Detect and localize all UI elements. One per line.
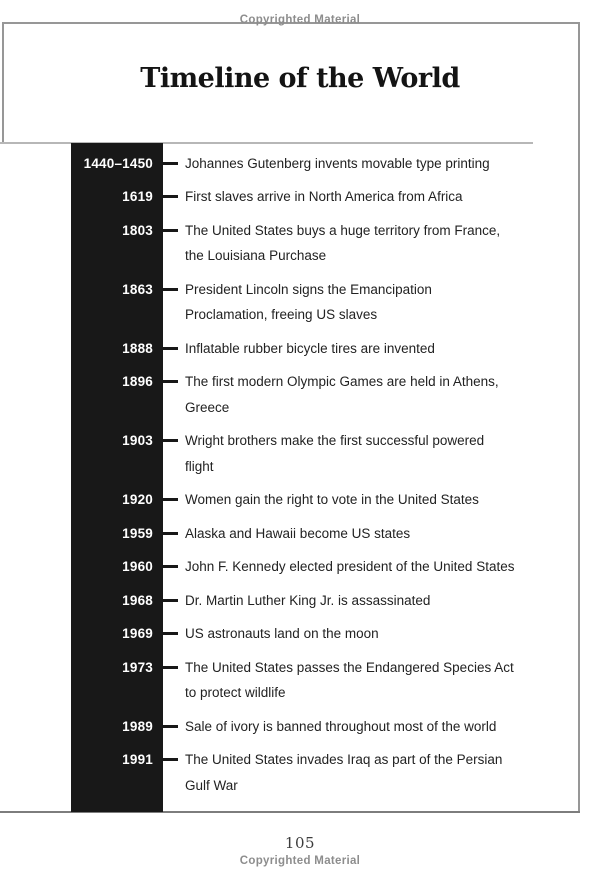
entry-text-line: The United States passes the Endangered Species Act — [185, 659, 514, 675]
entry-event-text — [185, 554, 514, 580]
entry-event-text — [185, 369, 499, 420]
entry-text-line: Gulf War — [185, 777, 238, 793]
timeline-entry — [0, 369, 580, 420]
entry-dash-icon — [163, 162, 178, 165]
entry-event-text — [185, 747, 502, 798]
entry-year: 1803 — [122, 222, 153, 238]
entry-year: 1969 — [122, 626, 153, 641]
entry-event-text — [185, 655, 514, 706]
entry-event-text — [185, 487, 479, 513]
entry-text-line: President Lincoln signs the Emancipation — [185, 281, 432, 297]
entry-text-line: Dr. Martin Luther King Jr. is assassinated — [185, 592, 431, 608]
entry-year: 1991 — [122, 752, 153, 767]
timeline-entry — [0, 588, 580, 614]
entry-year: 1989 — [122, 718, 153, 734]
entry-year: 1440–1450 — [83, 155, 153, 171]
entry-dash-icon — [163, 632, 178, 635]
timeline-entries — [0, 143, 580, 806]
entry-year: 1896 — [122, 374, 153, 389]
entry-event-text — [185, 621, 379, 647]
page-title: Timeline of the World — [140, 63, 460, 94]
entry-dash-icon — [163, 666, 178, 669]
timeline-entry — [0, 151, 580, 177]
timeline-entry — [0, 554, 580, 580]
timeline-entry — [0, 655, 580, 706]
copyright-notice-top: Copyrighted Material — [239, 14, 361, 26]
timeline-entry — [0, 621, 580, 647]
entry-event-text — [185, 277, 432, 328]
timeline-entry — [0, 714, 580, 740]
entry-text-line: Alaska and Hawaii become US states — [185, 525, 411, 541]
entry-dash-icon — [163, 347, 178, 350]
entry-text-line: Sale of ivory is banned throughout most of the world — [185, 718, 497, 734]
entry-year: 1968 — [122, 592, 153, 608]
entry-text-line: to protect wildlife — [185, 685, 286, 700]
entry-dash-icon — [163, 532, 178, 535]
entry-text-line: Inflatable rubber bicycle tires are invented — [185, 340, 435, 356]
entry-year: 1973 — [122, 659, 153, 675]
entry-event-text — [185, 184, 463, 210]
entry-event-text — [185, 336, 435, 362]
entry-dash-icon — [163, 565, 178, 568]
entry-year: 1863 — [122, 281, 153, 297]
entry-text-line: First slaves arrive in North America from Africa — [185, 189, 463, 204]
entry-event-text — [185, 428, 484, 479]
entry-dash-icon — [163, 498, 178, 501]
entry-dash-icon — [163, 288, 178, 291]
entry-year: 1888 — [122, 340, 153, 356]
entry-dash-icon — [163, 758, 178, 761]
entry-dash-icon — [163, 195, 178, 198]
entry-text-line: Greece — [185, 399, 230, 415]
timeline-entry — [0, 184, 580, 210]
timeline-entry — [0, 428, 580, 479]
entry-event-text — [185, 521, 410, 547]
timeline-entry — [0, 747, 580, 798]
page-number: 105 — [284, 834, 316, 852]
entry-dash-icon — [163, 380, 178, 383]
entry-text-line: The United States invades Iraq as part of the Persian — [185, 752, 503, 767]
entry-text-line: the Louisiana Purchase — [185, 248, 327, 263]
timeline-entry — [0, 277, 580, 328]
entry-text-line: The United States buys a huge territory from France, — [185, 222, 501, 238]
entry-year: 1619 — [122, 189, 153, 204]
entry-text-line: US astronauts land on the moon — [185, 626, 379, 641]
entry-text-line: John F. Kennedy elected president of the United States — [185, 559, 515, 574]
entry-event-text — [185, 714, 496, 740]
entry-year: 1903 — [122, 433, 153, 448]
timeline-entry — [0, 487, 580, 513]
entry-year: 1920 — [122, 492, 153, 507]
entry-event-text — [185, 151, 490, 177]
entry-dash-icon — [163, 599, 178, 602]
entry-text-line: Women gain the right to vote in the United States — [185, 492, 479, 507]
entry-text-line: flight — [185, 458, 214, 474]
timeline-entry — [0, 218, 580, 269]
entry-dash-icon — [163, 229, 178, 232]
entry-dash-icon — [163, 439, 178, 442]
entry-text-line: Johannes Gutenberg invents movable type printing — [185, 155, 490, 171]
entry-year: 1960 — [122, 559, 153, 574]
timeline-entry — [0, 336, 580, 362]
timeline-entry — [0, 521, 580, 547]
entry-dash-icon — [163, 725, 178, 728]
entry-text-line: Proclamation, freeing US slaves — [185, 307, 378, 322]
copyright-notice-bottom: Copyrighted Material — [239, 855, 361, 867]
entry-text-line: Wright brothers make the first successful powered — [185, 433, 485, 448]
entry-event-text — [185, 218, 500, 269]
entry-event-text — [185, 588, 430, 614]
entry-text-line: The first modern Olympic Games are held in Athens, — [185, 374, 499, 389]
entry-year: 1959 — [122, 525, 153, 541]
